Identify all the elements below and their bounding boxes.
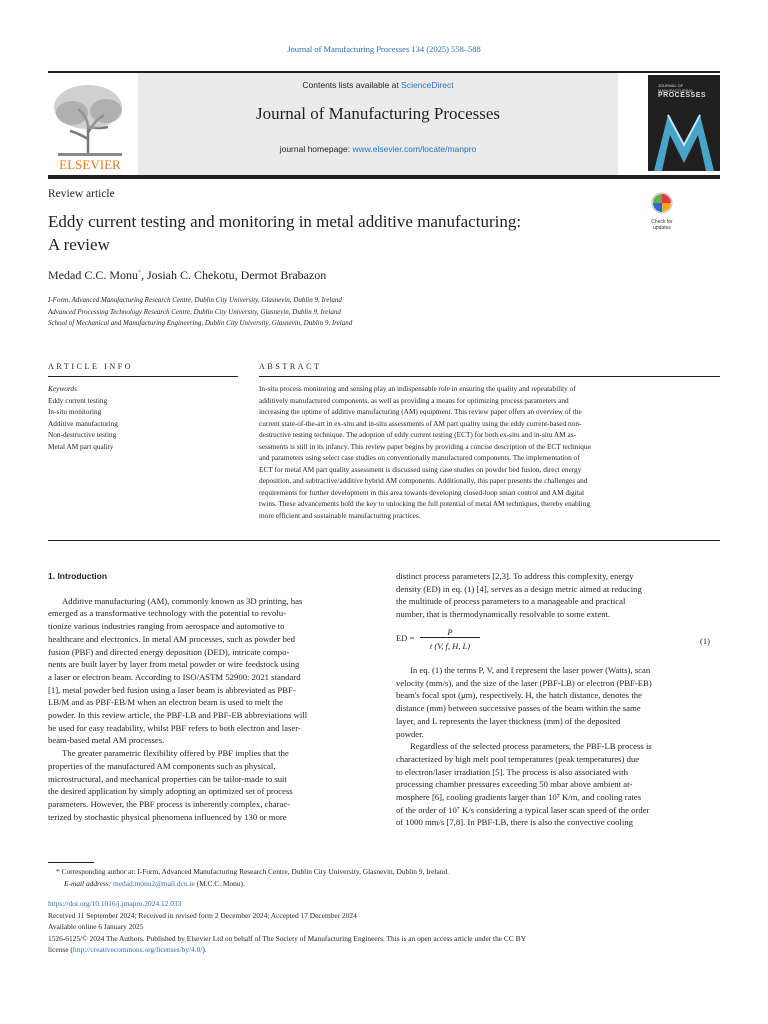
journal-cover-thumbnail[interactable] [648, 75, 720, 171]
abstract-line: current state-of-the-art in ex-situ and in-situ assessments of AM part quality using the eddy current-based non- [259, 418, 582, 428]
body-line: characterized by high melt pool temperatures (peak temperatures) due [396, 753, 640, 764]
body-line: velocity (mm/s), and the size of the laser (PBF-LB) or electron (PBF-EB) [396, 677, 652, 688]
cover-line-1: JOURNAL OF [658, 83, 684, 88]
author-separator: , [141, 268, 147, 282]
title-line-2: A review [48, 235, 110, 254]
footnote-rule [48, 862, 94, 863]
body-line: to electron/laser irradiation [5]. The process is also associated with [396, 766, 628, 777]
email-line [56, 878, 720, 890]
body-line: mosphere [6], cooling gradients larger than 10⁷ K/m, and cooling rates [396, 792, 642, 803]
abstract-line: additively manufactured components, as well as providing a means for optimizing process parameters and [259, 395, 569, 405]
body-line: healthcare and electronics. In metal AM processes, such as powder bed [48, 633, 296, 644]
equation-1-denominator: t (V, f, H, L) [429, 641, 471, 651]
body-line: number, that is thermodynamically resolvable to some extent. [396, 609, 611, 620]
keyword[interactable]: Eddy current testing [48, 395, 108, 405]
abstract-heading: ABSTRACT [259, 362, 322, 371]
license-link[interactable]: http://creativecommons.org/licenses/by/4.0/ [72, 945, 203, 954]
received-dates: Received 11 September 2024; Received in revised form 2 December 2024; Accepted 17 December 2024 [48, 910, 357, 920]
body-line: fusion (PBF) and directed energy deposition (DED), intricate compo- [48, 646, 290, 657]
keywords-block [48, 383, 228, 452]
affiliations [48, 295, 352, 330]
license-line-2 [48, 944, 720, 956]
article-info-rule [48, 376, 238, 377]
abstract-text [259, 383, 720, 521]
journal-homepage-line [138, 144, 618, 154]
cover-title [658, 83, 706, 98]
masthead [138, 73, 618, 175]
crossmark-line-2: updates [653, 225, 671, 231]
journal-title: Journal of Manufacturing Processes [255, 104, 501, 123]
license-suffix: ). [202, 945, 207, 954]
body-line: powder. In this review article, the PBF-LB and PBF-EB abbreviations will [48, 710, 308, 721]
affiliation: Advanced Processing Technology Research Centre, Dublin City University, Glasnevin, Dublin 9, Ireland [48, 307, 341, 316]
author-list [48, 268, 326, 283]
affiliation: School of Mechanical and Manufacturing Engineering, Dublin City University, Glasnevin, Dublin 9, Ireland [48, 319, 353, 327]
body-line: of 1000 mm/s [7,8]. In PBF-LB, there is also the convective cooling [396, 817, 633, 828]
cover-line-3: PROCESSES [658, 92, 707, 99]
body-right-column-continued [396, 664, 720, 829]
section-heading-introduction: 1. Introduction [48, 571, 108, 581]
available-online-date: Available online 6 January 2025 [48, 922, 144, 931]
elsevier-tree-icon [48, 77, 132, 171]
homepage-link[interactable]: www.elsevier.com/locate/manpro [352, 144, 477, 154]
body-line: Additive manufacturing (AM), commonly known as 3D printing, has [62, 595, 303, 606]
author-name[interactable]: Josiah C. Chekotu [147, 268, 235, 282]
corresponding-author-note: * Corresponding author at: I-Form, Advanced Manufacturing Research Centre, Dublin City University, Glasnevin, Dublin 9, Ireland. [56, 867, 449, 876]
article-type: Review article [48, 188, 115, 200]
author-separator: , [234, 268, 241, 282]
contents-prefix: Contents lists available at [302, 80, 399, 90]
article-title [48, 210, 608, 256]
email-label: E-mail address: [64, 878, 112, 888]
keyword[interactable]: Non-destructive testing [48, 430, 117, 439]
body-line: Regardless of the selected process parameters, the PBF-LB process is [410, 741, 652, 752]
abstract-line: deposition, and subtractive/additive hybrid AM components. Additionally, this paper presents the challenges and [259, 476, 588, 485]
body-line: powder. [396, 728, 424, 739]
body-line: In eq. (1) the terms P, V, and f represent the laser power (Watts), scan [410, 665, 651, 675]
check-for-updates-badge[interactable] [646, 192, 678, 231]
article-info-heading: ARTICLE INFO [48, 362, 134, 371]
equation-1-number: (1) [700, 636, 710, 646]
body-line: [1], metal powder bed fusion using a laser beam is abbreviated as PBF- [48, 684, 296, 695]
keyword[interactable]: Additive manufacturing [48, 418, 118, 428]
journal-banner [48, 71, 720, 179]
body-line: processing chamber pressures exceeding 50 mbar above ambient at- [396, 779, 633, 790]
abstract-line: twins. These advancements hold the key to unlocking the full potential of metal AM techniques, thereby enabling [259, 499, 590, 508]
doi-link[interactable]: https://doi.org/10.1016/j.jmapro.2024.12.033 [48, 899, 182, 908]
abstract-line: requirements for further development in this area towards developing closed-loop smart control and AM digital [259, 487, 585, 497]
abstract-line: In-situ process monitoring and sensing play an indispensable role in ensuring the quality and repeatability of [259, 384, 576, 393]
body-line: nents are built layer by layer from metal powder or wire feedstock using [48, 659, 300, 670]
article-metadata [48, 898, 720, 956]
email-link[interactable]: medad.monu2@mail.dcu.ie [113, 878, 195, 888]
body-line: microstructural, and mechanical properties can be tailor-made to suit [48, 773, 287, 784]
crossmark-line-1: Check for [651, 219, 673, 225]
abstract-line: and parameters using select case studies on conventionally manufactured components. The implementation of [259, 453, 580, 462]
body-line: The greater parametric flexibility offered by PBF implies that the [62, 748, 289, 759]
body-line: LB/M and as PBF-EB/M when an electron beam is used to melt the [48, 697, 284, 708]
author-name[interactable]: Dermot Brabazon [240, 268, 327, 282]
equation-1-numerator: P [420, 627, 480, 638]
homepage-prefix: journal homepage: [279, 144, 351, 154]
license-line: 1526-6125/© 2024 The Authors. Published by Elsevier Ltd on behalf of The Society of Manufacturing Engineers. This is an open access article under the CC BY [48, 933, 526, 943]
keyword[interactable]: Metal AM part quality [48, 441, 114, 451]
author-name[interactable]: Medad C.C. Monu [48, 268, 138, 282]
body-line: the multitude of process parameters to a manageable and practical [396, 596, 626, 607]
body-line: a laser or electron beam. According to ISO/ASTM 52900: 2021 standard [48, 671, 301, 682]
equation-1-lhs: ED = [396, 633, 415, 643]
section-divider [48, 540, 720, 541]
body-line: the desired application by simply adopting an optimized set of process [48, 786, 293, 797]
sciencedirect-link[interactable]: ScienceDirect [401, 80, 454, 90]
cover-line-2: MANUFACTURING [658, 88, 693, 93]
email-suffix: (M.C.C. Monu). [196, 878, 245, 888]
body-line: be used for easy readability, whilst PBF refers to both electron and laser- [48, 722, 301, 733]
title-line-1: Eddy current testing and monitoring in metal additive manufacturing: [48, 212, 522, 231]
body-line: beam-based metal AM processes. [48, 735, 165, 746]
crossmark-icon [646, 192, 678, 214]
body-line: properties of the manufactured AM components such as physical, [48, 760, 276, 771]
body-line: density (ED) in eq. (1) [4], serves as a design metric aimed at reducing [396, 583, 642, 594]
crossmark-label [646, 219, 678, 231]
contents-list-line [138, 80, 618, 90]
keywords-label: Keywords [48, 384, 77, 393]
abstract-line: more efficient and sustainable manufacturing practices. [259, 510, 421, 520]
body-right-column [396, 570, 720, 621]
body-line: distance (mm) between successive passes of the beam within the same [396, 703, 641, 714]
corresponding-author-mark[interactable]: * [138, 270, 141, 276]
body-line: parameters. However, the PBF process is inherently complex, charac- [48, 798, 291, 809]
keyword[interactable]: In-situ monitoring [48, 407, 102, 416]
body-line: terized by stochastic physical phenomena influenced by 130 or more [48, 811, 287, 822]
license-prefix: license ( [48, 945, 73, 954]
body-line: emerged as a transformative technology with the potential to revolu- [48, 608, 286, 619]
abstract-line: increasing the uptime of additive manufacturing (AM) equipment. This review paper offers an overview of the [259, 407, 582, 416]
abstract-line: ECT for metal AM part quality assessment is discussed using case studies on powder bed fusion, direct energy [259, 464, 582, 474]
body-line: of the order of 10⁷ K/s considering a typical laser scan speed of the order [396, 804, 650, 815]
elsevier-logo[interactable] [48, 77, 132, 171]
journal-reference[interactable]: Journal of Manufacturing Processes 134 (2025) 558–588 [287, 44, 481, 54]
body-line: layer, and L represents the layer thickness (mm) of the deposited [396, 715, 621, 726]
abstract-line: sessments is still in its infancy. This review paper begins by providing a concise description of the ECT technique [259, 441, 591, 451]
footnote [56, 866, 720, 889]
body-left-column [48, 570, 372, 823]
body-line: distinct process parameters [2,3]. To address this complexity, energy [396, 571, 634, 581]
abstract-line: destructive testing technique. The adoption of eddy current testing (ECT) for both ex-situ and in-situ AM as- [259, 430, 577, 439]
body-line: beam's focal spot (μm), respectively. H, the hatch distance, denotes the [396, 690, 642, 701]
body-line: tionize various industries ranging from aerospace and automotive to [48, 621, 285, 632]
affiliation: I-Form, Advanced Manufacturing Research Centre, Dublin City University, Glasnevin, Dublin 9, Ireland [48, 296, 342, 304]
abstract-rule [259, 376, 720, 377]
publisher-wordmark: ELSEVIER [59, 157, 121, 171]
